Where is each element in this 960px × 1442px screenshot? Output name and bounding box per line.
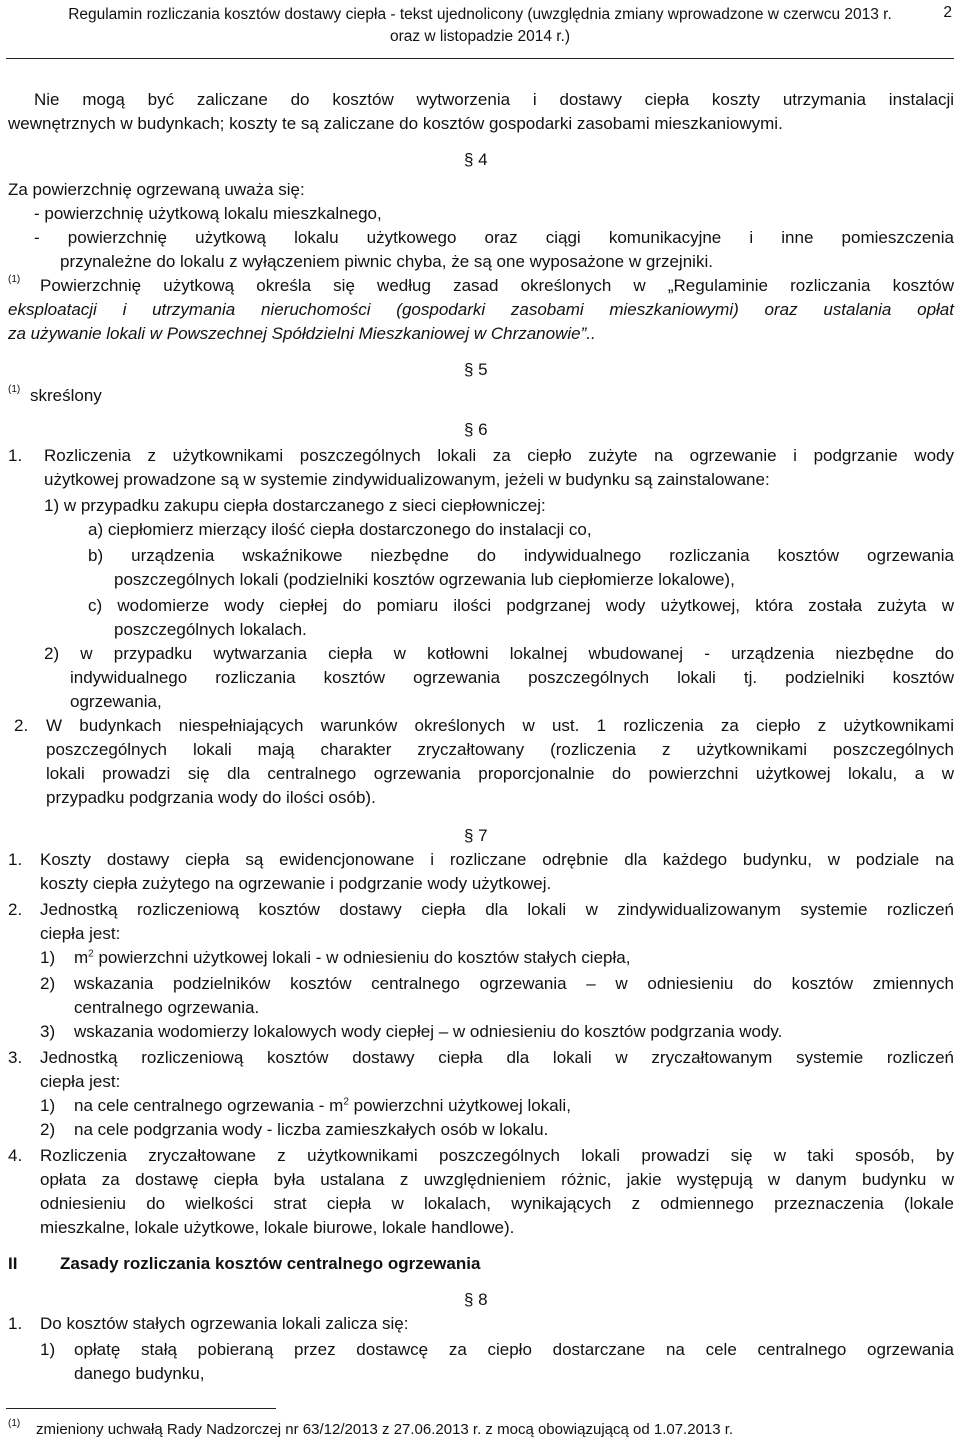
s6-line-6: poszczególnych lokali (podzielniki kosztów ogrzewania lub ciepłomierze lokalowe), (114, 570, 735, 589)
s4-para-line-1: Powierzchnię użytkową określa się według zasad określonych w „Regulaminie rozliczania kosztów (40, 276, 954, 295)
s7-item-2: wskazania podzielników kosztów centralnego ogrzewania – w odniesieniu do kosztów zmiennych (74, 974, 954, 993)
running-header (0, 4, 960, 48)
s7-item-4-num: 1) (40, 1096, 56, 1115)
s7-line-10: mieszkalne, lokale użytkowe, lokale biurowe, lokale handlowe). (40, 1218, 515, 1237)
s7-line-5: Jednostką rozliczeniową kosztów dostawy ciepła dla lokali w zryczałtowanym systemie rozliczeń (40, 1048, 954, 1067)
header-rule (6, 58, 954, 59)
footnote-rule (6, 1408, 276, 1409)
intro-line-1: Nie mogą być zaliczane do kosztów wytworzenia i dostawy ciepła koszty utrzymania instalacji (34, 90, 954, 109)
s7-item-1: $m^2$ powierzchni użytkowej lokali - w odniesieniu do kosztów stałych ciepła, (74, 948, 631, 967)
s6-line-10: indywidualnego rozliczania kosztów ogrzewania poszczególnych lokali tj. podzielniki kosztów (70, 668, 954, 687)
footnote-text: zmieniony uchwałą Rady Nadzorczej nr 63/12/2013 z 27.06.2013 r. z mocą obowiązującą od 1.07.2013 r. (36, 1421, 734, 1438)
section-6-mark: § 6 (464, 420, 488, 439)
s6-line-4: a) ciepłomierz mierzący ilość ciepła dostarczonego do instalacji co, (88, 520, 592, 539)
s7-item-3: wskazania wodomierzy lokalowych wody ciepłej – w odniesieniu do kosztów podgrzania wody. (74, 1022, 783, 1041)
s7-num-4: 4. (8, 1146, 23, 1165)
s6-line-9: 2) w przypadku wytwarzania ciepła w kotłowni lokalnej wbudowanej - urządzenia niezbędne do (44, 644, 954, 663)
footnote-ref: (1) (8, 1418, 21, 1429)
s6-line-13: poszczególnych lokali mają charakter zryczałtowany (rozliczenia z użytkownikami poszczególnych (46, 740, 954, 759)
s7-line-1: Koszty dostawy ciepła są ewidencjonowane i rozliczane odrębnie dla każdego budynku, w podziale na (40, 850, 954, 869)
section-5-mark: § 5 (464, 360, 488, 379)
s6-line-15: przypadku podgrzania wody do ilości osób). (46, 788, 376, 807)
section-8-mark: § 8 (464, 1290, 488, 1309)
section-4-mark: § 4 (464, 150, 488, 169)
s7-item-5-num: 2) (40, 1120, 56, 1139)
s7-num-3: 3. (8, 1048, 23, 1067)
s7-line-7: Rozliczenia zryczałtowane z użytkownikami poszczególnych lokali prowadzi się w taki sposób, by (40, 1146, 954, 1165)
s6-num-2: 2. (14, 716, 29, 735)
s7-item-2-cont: centralnego ogrzewania. (74, 998, 260, 1017)
s7-line-9: odniesieniu do wielkości strat ciepła w lokalach, wynikających z odmiennego przeznaczenia (lokale (40, 1194, 954, 1213)
s8-line-1: Do kosztów stałych ogrzewania lokali zalicza się: (40, 1314, 409, 1333)
header-line-2: oraz w listopadzie 2014 r.) (389, 28, 571, 45)
s4-line-2: - powierzchnię użytkową lokalu mieszkalnego, (34, 204, 382, 223)
s7-item-5: na cele podgrzania wody - liczba zamieszkałych osób w lokalu. (74, 1120, 549, 1139)
chapter-2-number: II (8, 1254, 18, 1273)
section-7-mark: § 7 (464, 826, 488, 845)
s7-line-6: ciepła jest: (40, 1072, 121, 1091)
s7-item-3-num: 3) (40, 1022, 56, 1041)
s4-note-ref: (1) (8, 274, 21, 285)
s4-line-4: przynależne do lokalu z wyłączeniem piwnic chyba, że są one wyposażone w grzejniki. (60, 252, 713, 271)
s7-line-3: Jednostką rozliczeniową kosztów dostawy ciepła dla lokali w zindywidualizowanym systemie rozliczeń (40, 900, 954, 919)
s7-num-2: 2. (8, 900, 23, 919)
s5-note-ref: (1) (8, 384, 21, 395)
s8-item-1-cont: danego budynku, (74, 1364, 205, 1383)
s4-line-3: - powierzchnię użytkową lokalu użytkowego oraz ciągi komunikacyjne i inne pomieszczenia (34, 228, 954, 247)
s7-line-8: opłata za dostawę ciepła była ustalana z uwzględnieniem różnic, jakie występują w danym budynku w (40, 1170, 954, 1189)
s7-num-1: 1. (8, 850, 23, 869)
s8-num-1: 1. (8, 1314, 23, 1333)
s7-line-2: koszty ciepła zużytego na ogrzewanie i podgrzanie wody użytkowej. (40, 874, 552, 893)
s6-line-2: użytkowej prowadzone są w systemie zindywidualizowanym, jeżeli w budynku są zainstalowane: (44, 470, 770, 489)
s6-line-5: b) urządzenia wskaźnikowe niezbędne do indywidualnego rozliczania kosztów ogrzewania (88, 546, 954, 565)
s6-line-7: c) wodomierze wody ciepłej do pomiaru ilości podgrzanej wody użytkowej, która została zużyta w (88, 596, 954, 615)
s6-line-12: W budynkach niespełniających warunków określonych w ust. 1 rozliczenia za ciepło z użytkownikami (46, 716, 954, 735)
s8-item-1-num: 1) (40, 1340, 56, 1359)
header-line-1: Regulamin rozliczania kosztów dostawy ciepła - tekst ujednolicony (uwzględnia zmiany wprowadzone w czerwcu 2013 r. (68, 6, 892, 23)
s6-num-1: 1. (8, 446, 23, 465)
s4-para-line-2: eksploatacji i utrzymania nieruchomości (gospodarki zasobami mieszkaniowymi) oraz ustalania opłat (8, 300, 954, 319)
chapter-2-title: Zasady rozliczania kosztów centralnego ogrzewania (60, 1254, 481, 1273)
s4-line-1: Za powierzchnię ogrzewaną uważa się: (8, 180, 305, 199)
page-number: 2 (943, 4, 952, 21)
s6-line-3: 1) w przypadku zakupu ciepła dostarczanego z sieci ciepłowniczej: (44, 496, 546, 515)
s8-item-1: opłatę stałą pobieraną przez dostawcę za ciepło dostarczane na cele centralnego ogrzewania (74, 1340, 954, 1359)
s7-item-4: na cele centralnego ogrzewania - $m^2$ powierzchni użytkowej lokali, (74, 1096, 571, 1115)
s6-line-8: poszczególnych lokalach. (114, 620, 307, 639)
s6-line-14: lokali prowadzi się dla centralnego ogrzewania proporcjonalnie do powierzchni użytkowej lokalu, a w (46, 764, 954, 783)
s7-item-2-num: 2) (40, 974, 56, 993)
intro-line-2: wewnętrznych w budynkach; koszty te są zaliczane do kosztów gospodarki zasobami mieszkaniowymi. (8, 114, 783, 133)
s4-para-line-3: za używanie lokali w Powszechnej Spółdzielni Mieszkaniowej w Chrzanowie”.. (8, 324, 596, 343)
s6-line-1: Rozliczenia z użytkownikami poszczególnych lokali za ciepło zużyte na ogrzewanie i podgrzanie wody (44, 446, 954, 465)
s7-line-4: ciepła jest: (40, 924, 121, 943)
s6-line-11: ogrzewania, (70, 692, 162, 711)
s5-text: skreślony (30, 386, 102, 405)
s7-item-1-num: 1) (40, 948, 56, 967)
